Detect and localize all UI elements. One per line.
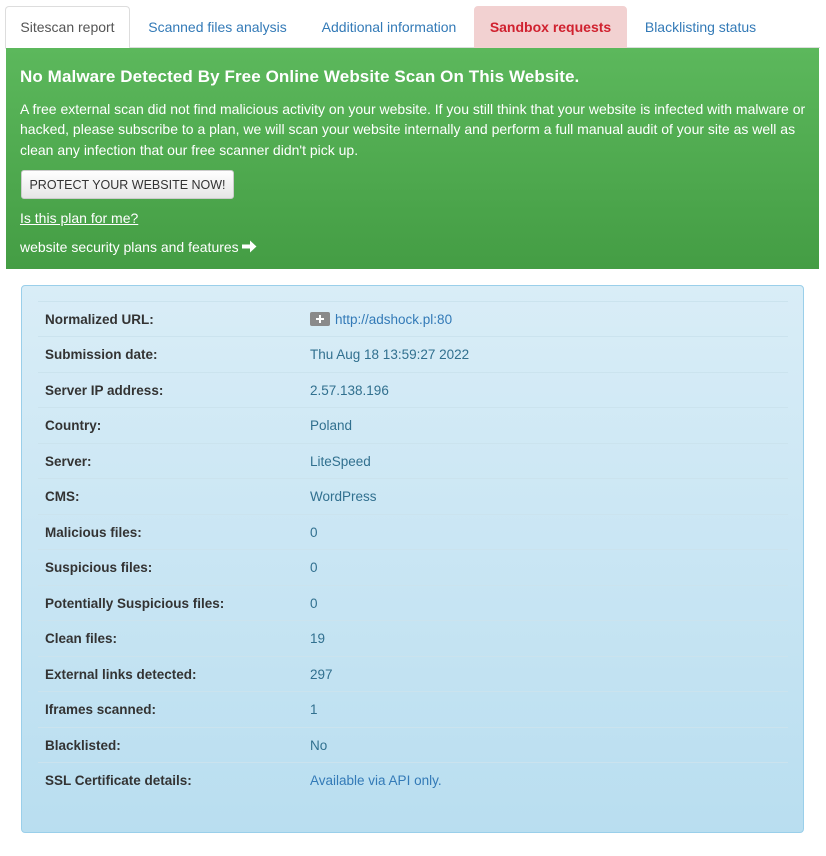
arrow-right-icon	[242, 240, 257, 256]
detail-label: Server IP address:	[45, 382, 164, 398]
tab-scanned-files-analysis[interactable]: Scanned files analysis	[148, 19, 287, 35]
tab-sandbox-requests[interactable]: Sandbox requests	[474, 6, 627, 48]
banner-title: No Malware Detected By Free Online Website Scan On This Website.	[20, 67, 580, 86]
detail-row-malicious-files	[38, 514, 788, 550]
detail-label: Clean files:	[45, 631, 118, 646]
result-banner	[6, 48, 819, 269]
detail-row-ssl-certificate	[38, 762, 788, 798]
tab-blacklisting-status[interactable]: Blacklisting status	[644, 19, 757, 35]
scan-details-panel	[21, 285, 804, 833]
detail-value	[310, 312, 452, 327]
detail-label: Country:	[45, 418, 102, 433]
detail-value: 0	[310, 595, 318, 611]
security-plans-link-label: website security plans and features	[20, 239, 239, 255]
detail-row-submission-date	[38, 336, 788, 372]
detail-label: Suspicious files:	[45, 560, 153, 575]
detail-label: Blacklisted:	[45, 737, 121, 753]
detail-label: External links detected:	[45, 666, 197, 682]
detail-label: CMS:	[45, 489, 80, 504]
detail-row-suspicious-files	[38, 549, 788, 585]
detail-label: Potentially Suspicious files:	[45, 595, 225, 611]
detail-value: No	[310, 737, 328, 753]
detail-row-normalized-url	[38, 301, 788, 337]
plus-icon[interactable]	[310, 312, 330, 326]
tab-additional-information[interactable]: Additional information	[321, 19, 457, 35]
detail-value: Thu Aug 18 13:59:27 2022	[310, 347, 470, 362]
tab-bar	[5, 6, 820, 48]
detail-value: LiteSpeed	[310, 453, 371, 469]
detail-label: Submission date:	[45, 347, 158, 362]
detail-row-cms	[38, 478, 788, 514]
protect-website-button[interactable]: PROTECT YOUR WEBSITE NOW!	[21, 170, 234, 199]
detail-value: 0	[310, 560, 318, 575]
security-plans-link[interactable]	[20, 239, 257, 256]
detail-label: Iframes scanned:	[45, 702, 157, 717]
ssl-api-link[interactable]: Available via API only.	[310, 773, 442, 788]
detail-value: Poland	[310, 418, 353, 433]
detail-label: Server:	[45, 453, 92, 469]
plan-info-link[interactable]: Is this plan for me?	[20, 210, 139, 226]
detail-row-blacklisted	[38, 727, 788, 763]
detail-value: 2.57.138.196	[310, 382, 389, 398]
detail-row-potentially-suspicious-files	[38, 585, 788, 621]
detail-row-country	[38, 407, 788, 443]
tab-sitescan-report[interactable]: Sitescan report	[5, 6, 130, 49]
detail-label: SSL Certificate details:	[45, 773, 192, 788]
detail-label: Normalized URL:	[45, 311, 154, 327]
detail-label: Malicious files:	[45, 524, 142, 540]
detail-value: WordPress	[310, 489, 377, 504]
detail-row-external-links	[38, 656, 788, 692]
detail-row-server	[38, 443, 788, 479]
detail-row-iframes-scanned	[38, 691, 788, 727]
banner-text: A free external scan did not find malicious activity on your website. If you still think that your website is infected with malware or hacked, please subscribe to a plan, we will scan your website internally and perform a full manual audit of your site as well as clean any infection that our free scanner didn't pick up.	[20, 101, 806, 158]
normalized-url-value[interactable]: http://adshock.pl:80	[335, 311, 453, 327]
detail-row-server-ip	[38, 372, 788, 408]
detail-value: 0	[310, 524, 318, 540]
detail-value: 19	[310, 631, 326, 646]
detail-value: 297	[310, 666, 333, 682]
detail-value: 1	[310, 702, 318, 717]
detail-row-clean-files	[38, 620, 788, 656]
